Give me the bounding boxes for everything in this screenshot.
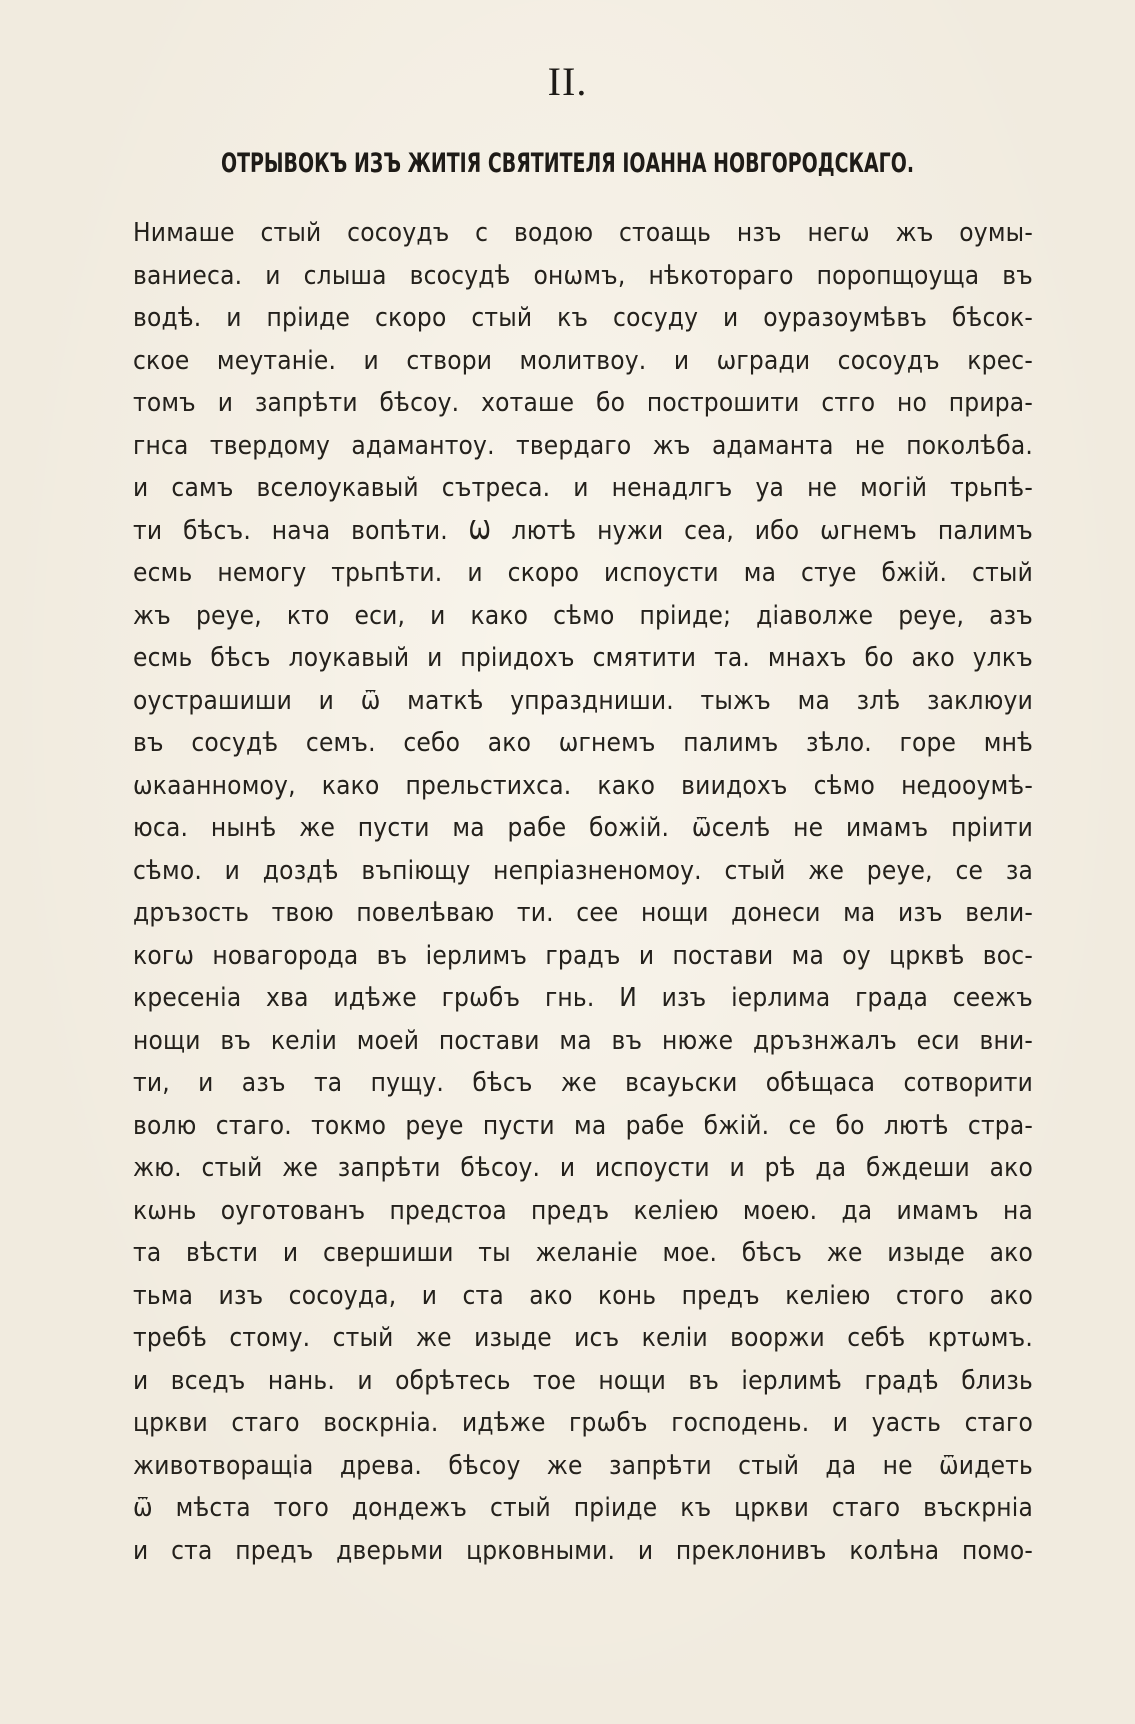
text-line: кѡнь оуготованъ предстоа предъ келіею моею. да имамъ на	[133, 1195, 1033, 1226]
text-line: есмь немогу трьпѣти. и скоро испоусти ма стуе бжій. стый	[133, 558, 1033, 588]
text-line: юса. нынѣ же пусти ма рабе божій. ѿселѣ не имамъ пріити	[133, 813, 1033, 843]
text-line: ѡкаанномоу, како прельстихса. како виидохъ сѣмо недооумѣ-	[133, 770, 1033, 801]
text-line: цркви стаго воскрніа. идѣже грѡбъ господень. и уасть стаго	[133, 1408, 1033, 1438]
text-line: животворащіа древа. бѣсоу же запрѣти стый да не ѿидеть	[133, 1450, 1033, 1481]
text-line: ти бѣсъ. нача вопѣти. Ѡ лютѣ нужи сеа, ибо ѡгнемъ палимъ	[133, 515, 1033, 546]
text-line: жъ реуе, кто еси, и како сѣмо пріиде; діаволже реуе, азъ	[133, 600, 1033, 631]
text-line: Нимаше стый сосоудъ с водою стоащь нзъ негѡ жъ оумы-	[133, 218, 1033, 248]
text-line: ваниеса. и слыша всосудѣ онѡмъ, нѣкотораго поропщоуща въ	[133, 260, 1033, 291]
text-line: ти, и азъ та пущу. бѣсъ же всауьски обѣщаса сотворити	[133, 1068, 1033, 1098]
text-line: и вседъ нань. и обрѣтесь тое нощи въ іерлимѣ градѣ близь	[133, 1365, 1033, 1396]
text-line: нощи въ келіи моей постави ма въ нюже дръзнжалъ еси вни-	[133, 1025, 1033, 1056]
text-line: ское меутаніе. и створи молитвоу. и ѡгради сосоудъ крес-	[133, 345, 1033, 376]
text-line: дръзость твою повелѣваю ти. сее нощи донеси ма изъ вели-	[133, 898, 1033, 928]
text-line: жю. стый же запрѣти бѣсоу. и испоусти и рѣ да бждеши ако	[133, 1153, 1033, 1183]
text-line: когѡ новагорода въ іерлимъ градъ и постави ма оу црквѣ вос-	[133, 940, 1033, 971]
text-line: волю стаго. токмо реуе пусти ма рабе бжій. се бо лютѣ стра-	[133, 1110, 1033, 1141]
text-line: ѿ мѣста того дондежъ стый пріиде къ цркви стаго въскрніа	[133, 1493, 1033, 1523]
section-title: ОТРЫВОКЪ ИЗЪ ЖИТІЯ СВЯТИТЕЛЯ ІОАННА НОВГОРОДСКАГО.	[220, 148, 915, 179]
text-line: и самъ вселоукавый сътреса. и ненадлгъ уа не могій трьпѣ-	[133, 473, 1033, 503]
text-line: оустрашиши и ѿ маткѣ упраздниши. тыжъ ма злѣ заклюуи	[133, 685, 1033, 716]
text-line: водѣ. и пріиде скоро стый къ сосуду и оуразоумѣвъ бѣсок-	[133, 303, 1033, 333]
text-line: требѣ стому. стый же изыде исъ келіи вооржи себѣ кртѡмъ.	[133, 1323, 1033, 1353]
text-line: сѣмо. и доздѣ въпіющу непріазненомоу. стый же реуе, се за	[133, 855, 1033, 886]
text-line: томъ и запрѣти бѣсоу. хоташе бо построшити стго но прира-	[133, 388, 1033, 418]
text-line: гнса твердому адамантоу. твердаго жъ адаманта не поколѣба.	[133, 430, 1033, 461]
text-line: и ста предъ дверьми црковными. и преклонивъ колѣна помо-	[133, 1535, 1033, 1566]
text-line: въ сосудѣ семъ. себо ако ѡгнемъ палимъ зѣло. горе мнѣ	[133, 728, 1033, 758]
text-line: тьма изъ сосоуда, и ста ако конь предъ келіею стого ако	[133, 1280, 1033, 1311]
body-text	[133, 212, 1033, 1572]
text-line: кресеніа хва идѣже грѡбъ гнь. И изъ іерлима града сеежъ	[133, 983, 1033, 1013]
section-numeral: II.	[547, 59, 588, 104]
text-line: та вѣсти и свершиши ты желаніе мое. бѣсъ же изыде ако	[133, 1238, 1033, 1268]
text-line: есмь бѣсъ лоукавый и пріидохъ смятити та. мнахъ бо ако улкъ	[133, 643, 1033, 673]
